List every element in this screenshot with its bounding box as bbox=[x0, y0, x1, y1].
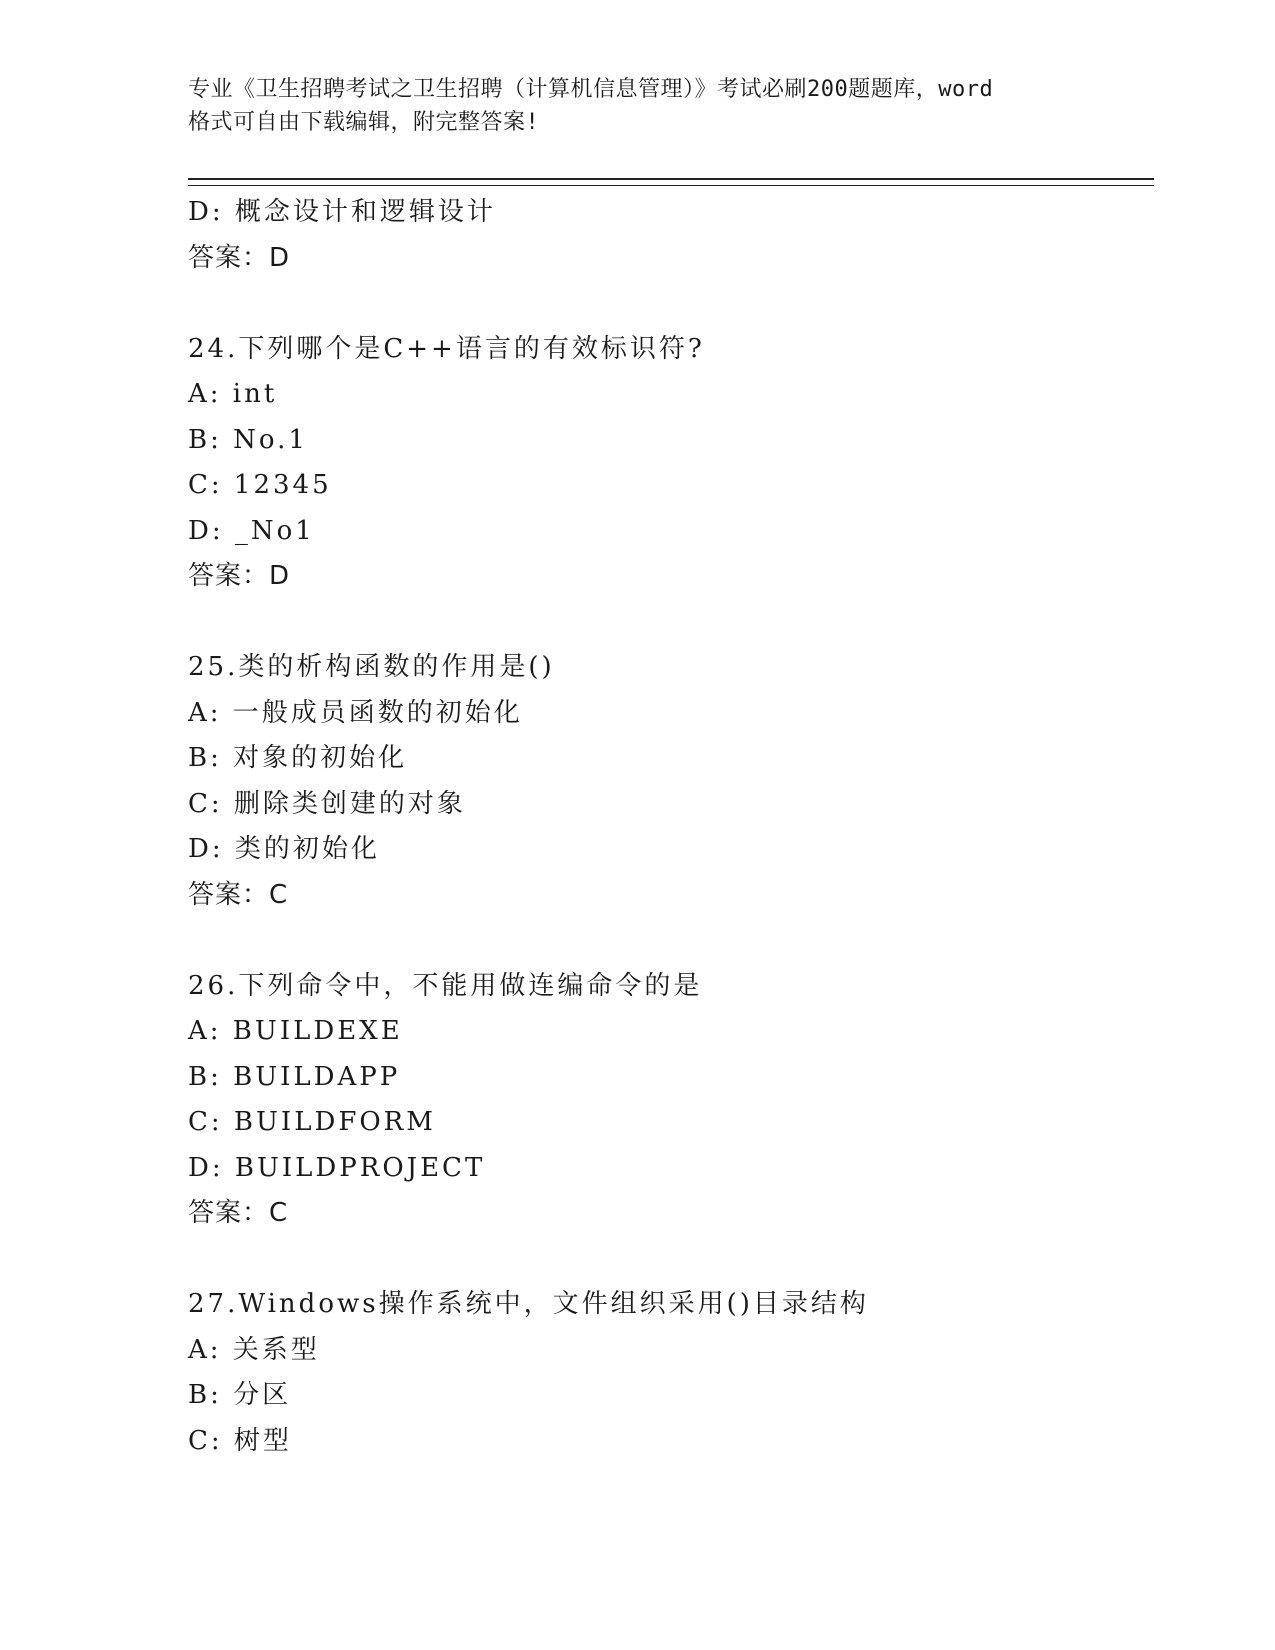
question-24-option-c: C: 12345 bbox=[188, 470, 332, 500]
question-25-option-c: C: 删除类创建的对象 bbox=[188, 788, 466, 819]
header-line-1: 专业《卫生招聘考试之卫生招聘（计算机信息管理）》考试必刷200题题库，word bbox=[188, 77, 994, 102]
question-27-option-b: B: 分区 bbox=[188, 1380, 292, 1410]
question-24-option-b: B: No.1 bbox=[188, 424, 308, 455]
question-24-option-d: D: _No1 bbox=[188, 515, 315, 546]
question-25-option-a: A: 一般成员函数的初始化 bbox=[188, 697, 523, 728]
spacer bbox=[188, 918, 1154, 964]
question-27-option-c: C: 树型 bbox=[188, 1425, 292, 1456]
prev-answer: 答案：D bbox=[188, 242, 291, 273]
question-list bbox=[188, 190, 1154, 1464]
question-25-title: 25.类的析构函数的作用是() bbox=[188, 652, 555, 682]
question-26-title: 26.下列命令中，不能用做连编命令的是 bbox=[188, 970, 703, 1001]
question-24-answer: 答案：D bbox=[188, 561, 291, 591]
spacer bbox=[188, 1237, 1154, 1283]
spacer bbox=[188, 600, 1154, 646]
header-divider bbox=[188, 178, 1154, 186]
spacer bbox=[188, 281, 1154, 327]
question-26-option-c: C: BUILDFORM bbox=[188, 1107, 436, 1137]
question-26-answer: 答案：C bbox=[188, 1198, 289, 1228]
question-25-option-b: B: 对象的初始化 bbox=[188, 743, 408, 773]
prev-option-d: D: 概念设计和逻辑设计 bbox=[188, 197, 496, 227]
question-26-option-d: D: BUILDPROJECT bbox=[188, 1152, 486, 1183]
question-25-option-d: D: 类的初始化 bbox=[188, 834, 380, 864]
question-25-answer: 答案：C bbox=[188, 879, 289, 910]
document-header bbox=[188, 73, 1088, 139]
question-26-option-a: A: BUILDEXE bbox=[188, 1016, 403, 1046]
question-26-option-b: B: BUILDAPP bbox=[188, 1061, 401, 1092]
question-24-title: 24.下列哪个是C++语言的有效标识符? bbox=[188, 333, 705, 364]
question-24-option-a: A: int bbox=[188, 379, 278, 409]
header-line-2: 格式可自由下载编辑，附完整答案! bbox=[188, 110, 540, 135]
question-27-option-a: A: 关系型 bbox=[188, 1334, 320, 1365]
question-27-title: 27.Windows操作系统中，文件组织采用()目录结构 bbox=[188, 1289, 869, 1319]
